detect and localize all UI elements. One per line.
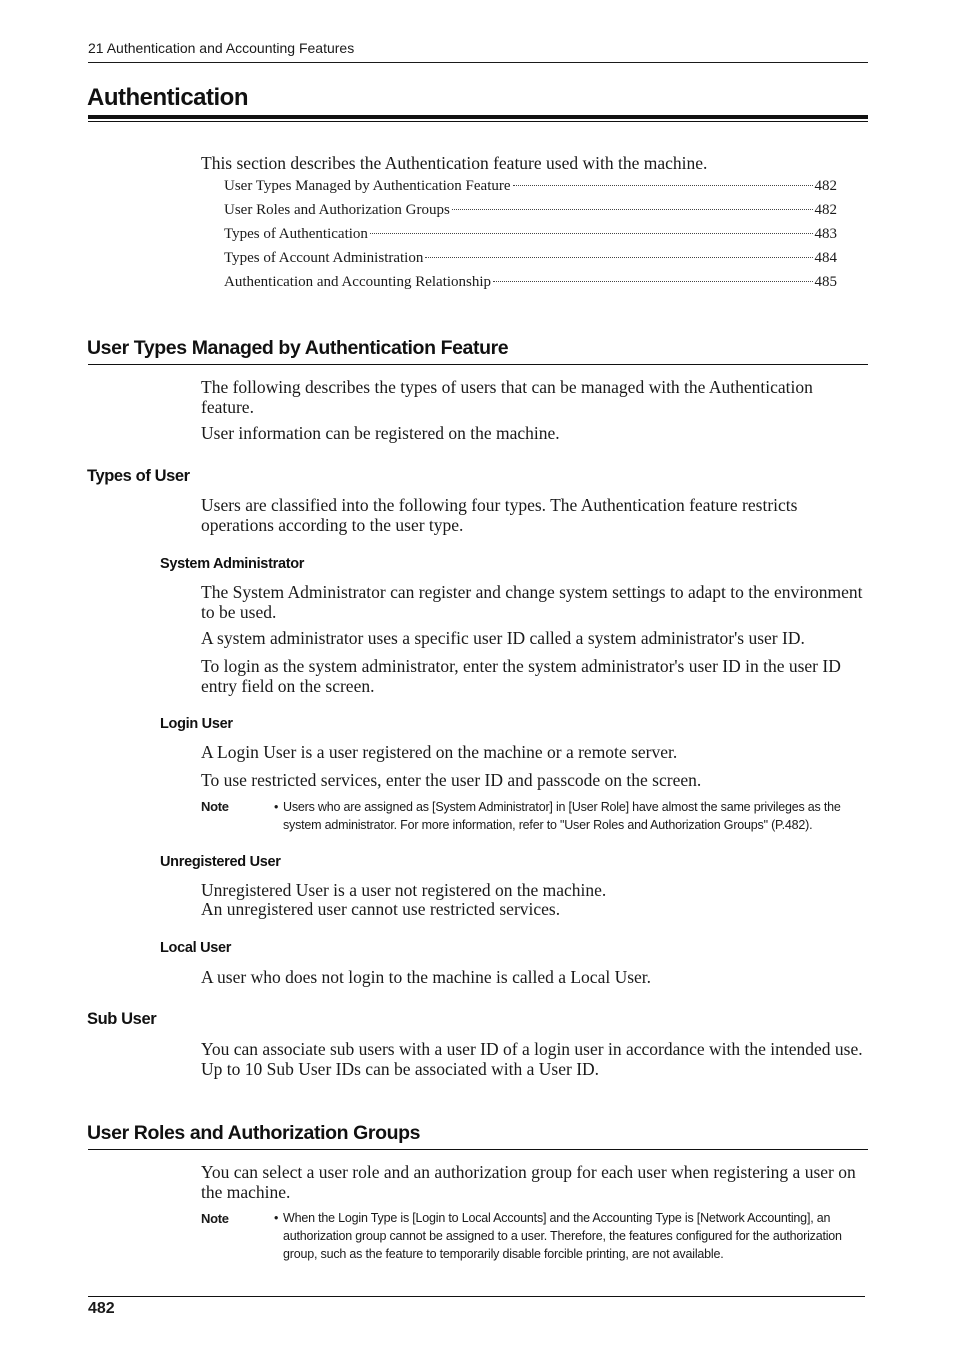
section-heading: User Types Managed by Authentication Feature [87, 337, 509, 359]
sub-subsection-heading: Login User [160, 716, 233, 732]
paragraph: A user who does not login to the machine is called a Local User. [201, 967, 652, 987]
toc-item-label: Authentication and Accounting Relationship [224, 274, 492, 290]
toc-item-page: 482 [814, 178, 837, 194]
section-divider [88, 1149, 868, 1150]
note-body [274, 798, 874, 834]
note-label: Note [201, 1211, 229, 1226]
subsection-heading: Sub User [87, 1010, 157, 1028]
toc-leader [370, 233, 813, 234]
toc-item[interactable] [224, 274, 837, 291]
paragraph: The System Administrator can register and change system settings to adapt to the environment to be used. [201, 582, 863, 622]
toc-item[interactable] [224, 202, 837, 219]
title-divider-thick [88, 115, 868, 119]
note-label: Note [201, 799, 229, 814]
sub-subsection-heading: Unregistered User [160, 854, 281, 870]
note-text: When the Login Type is [Login to Local Accounts] and the Accounting Type is [Network Accounting], an authorization group cannot be assigned to a user. Therefore, the features configured for the authorization group, such as the feature to temporarily disable forcible printing, are not available. [283, 1211, 842, 1261]
footer-divider [88, 1296, 865, 1297]
page-number: 482 [88, 1300, 115, 1317]
toc-item-label: User Roles and Authorization Groups [224, 202, 450, 218]
paragraph: You can select a user role and an authorization group for each user when registering a user on the machine. [201, 1162, 856, 1202]
toc-item-label: Types of Authentication [224, 226, 368, 242]
paragraph: Unregistered User is a user not registered on the machine. [201, 880, 607, 900]
section-heading: User Roles and Authorization Groups [87, 1122, 421, 1144]
paragraph: A Login User is a user registered on the machine or a remote server. [201, 742, 678, 762]
toc-item-label: User Types Managed by Authentication Feature [224, 178, 511, 194]
paragraph: User information can be registered on the machine. [201, 423, 560, 443]
sub-subsection-heading: Local User [160, 940, 232, 956]
paragraph: To use restricted services, enter the user ID and passcode on the screen. [201, 770, 702, 790]
note-text: Users who are assigned as [System Administrator] in [User Role] have almost the same privileges as the system administrator. For more information, refer to "User Roles and Authorization Groups" (P.482). [283, 800, 841, 832]
bullet: • [274, 1211, 279, 1225]
toc-item[interactable] [224, 178, 837, 195]
toc-item-page: 485 [814, 274, 837, 290]
intro-text: This section describes the Authentication feature used with the machine. [201, 153, 708, 173]
page-title: Authentication [87, 84, 248, 111]
subsection-heading: Types of User [87, 467, 190, 485]
section-divider [88, 364, 868, 365]
toc-item-page: 484 [814, 250, 837, 266]
paragraph: A system administrator uses a specific user ID called a system administrator's user ID. [201, 628, 805, 648]
toc-leader [425, 257, 812, 258]
bullet: • [274, 800, 279, 814]
toc-leader [452, 209, 813, 210]
paragraph: To login as the system administrator, enter the system administrator's user ID in the user ID entry field on the screen. [201, 656, 841, 696]
title-divider-thin [88, 121, 868, 122]
toc-item[interactable] [224, 250, 837, 267]
toc-item-page: 483 [814, 226, 837, 242]
paragraph: You can associate sub users with a user ID of a login user in accordance with the intended use. Up to 10 Sub User IDs can be associated with a User ID. [201, 1039, 863, 1079]
paragraph: An unregistered user cannot use restricted services. [201, 899, 561, 919]
header-divider [88, 62, 868, 63]
paragraph: The following describes the types of users that can be managed with the Authentication feature. [201, 377, 813, 417]
toc-item[interactable] [224, 226, 837, 243]
sub-subsection-heading: System Administrator [160, 556, 305, 572]
toc-leader [493, 281, 812, 282]
paragraph: Users are classified into the following four types. The Authentication feature restricts operations according to the user type. [201, 495, 798, 535]
toc-leader [513, 185, 813, 186]
running-header: 21 Authentication and Accounting Features [88, 40, 355, 56]
note-body [274, 1209, 874, 1263]
toc-item-page: 482 [814, 202, 837, 218]
toc-item-label: Types of Account Administration [224, 250, 424, 266]
